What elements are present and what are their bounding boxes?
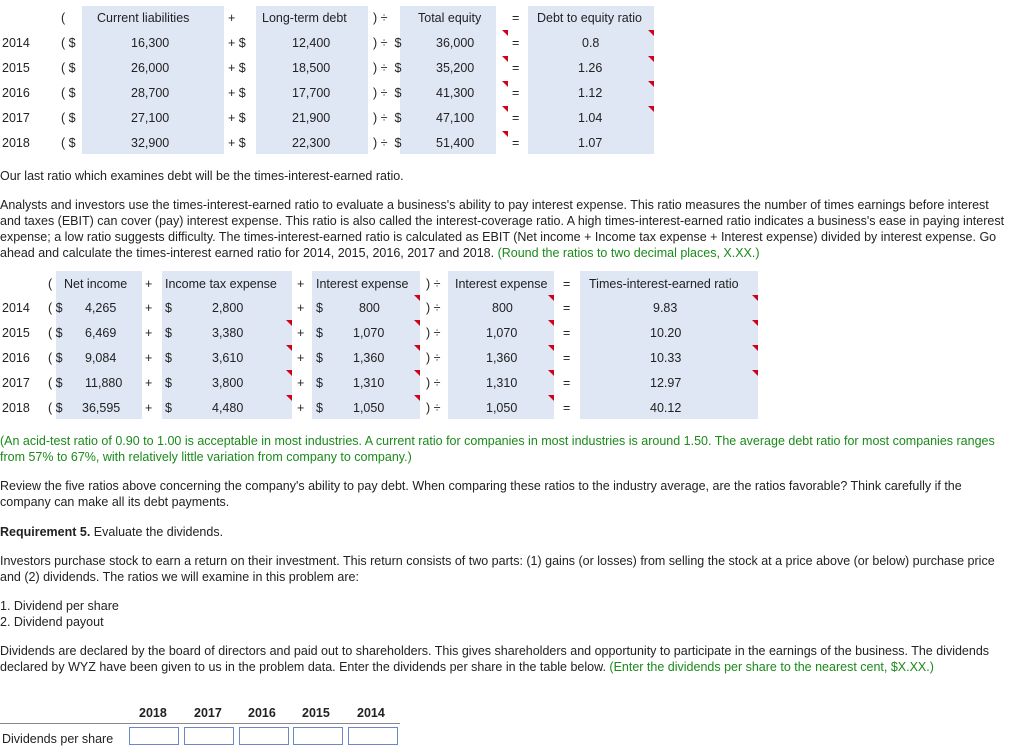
open-dollar: ( $ — [48, 351, 63, 365]
close-div-header: ) ÷ — [426, 277, 441, 291]
year-label: 2018 — [2, 136, 30, 150]
plus-dollar: + $ — [228, 136, 246, 150]
debt-to-equity-value[interactable]: 1.12 — [578, 86, 603, 100]
tie-explanation-text: Analysts and investors use the times-interest-earned ratio to evaluate a business's ability to pay interest expense. This ratio measures the number of times earnings before interest and taxes (EBIT) can cover (pay) interest expense. This ratio is also called the interest-coverage ratio. A high times-interest-earned ratio indicates a business's ease in paying interest expense; a low ratio suggests difficulty. The times-interest-earned ratio is calculated as EBIT (Net income + Income tax expense + Interest expense) divided by interest expense. Go ahead and calculate the times-interest earned ratio for 2014, 2015, 2016, 2017 and 2018. — [0, 198, 1005, 260]
dollar-sign: $ — [165, 301, 172, 315]
equals-sign: = — [563, 401, 571, 415]
income-tax-value[interactable]: 3,380 — [212, 326, 244, 340]
long-term-debt-header: Long-term debt — [262, 11, 347, 25]
close-div-dollar: ) ÷ $ — [373, 36, 402, 50]
income-tax-header: Income tax expense — [165, 277, 277, 291]
plus-sign: + — [145, 376, 153, 390]
plus-sign: + — [145, 301, 153, 315]
year-label: 2016 — [2, 351, 30, 365]
net-income-value[interactable]: 6,469 — [85, 326, 117, 340]
close-div-header: ) ÷ — [373, 11, 388, 25]
plus-sign: + — [145, 351, 153, 365]
te-column-bg — [400, 6, 496, 154]
industry-benchmark-note: (An acid-test ratio of 0.90 to 1.00 is acceptable in most industries. A current ratio for companies in most industries is around 1.50. The average debt ratio for most companies ranges from 57% to 67%, with relatively little variation from company to company.) — [0, 434, 995, 464]
plus-sign: + — [297, 376, 305, 390]
ltd-column-bg — [256, 6, 368, 154]
tie-rounding-note: (Round the ratios to two decimal places, X.XX.) — [497, 246, 760, 260]
paragraph-dividends — [0, 643, 1010, 675]
open-dollar: ( $ — [61, 136, 76, 150]
close-div: ) ÷ — [426, 376, 441, 390]
income-tax-value[interactable]: 4,480 — [212, 401, 244, 415]
cl-column-bg — [82, 6, 224, 154]
net-income-value[interactable]: 9,084 — [85, 351, 117, 365]
dollar-sign: $ — [165, 326, 172, 340]
plus-dollar: + $ — [228, 36, 246, 50]
header-divider — [0, 723, 400, 724]
year-header-2016: 2016 — [248, 706, 276, 720]
dividends-rounding-note: (Enter the dividends per share to the nearest cent, $X.XX.) — [609, 660, 934, 674]
interest-expense-divisor-value[interactable]: 1,310 — [486, 376, 518, 390]
plus-header: + — [145, 277, 153, 291]
plus-header: + — [228, 11, 236, 25]
total-equity-header: Total equity — [418, 11, 482, 25]
close-div: ) ÷ — [426, 351, 441, 365]
net-income-value[interactable]: 36,595 — [82, 401, 121, 415]
long-term-debt-value[interactable]: 18,500 — [292, 61, 331, 75]
year-label: 2016 — [2, 86, 30, 100]
income-tax-value[interactable]: 3,800 — [212, 376, 244, 390]
dollar-sign: $ — [165, 401, 172, 415]
total-equity-value[interactable]: 36,000 — [436, 36, 475, 50]
tie-column-bg — [580, 271, 758, 419]
entry-marker-icon — [286, 370, 292, 376]
equals-sign: = — [512, 111, 520, 125]
entry-marker-icon — [502, 30, 508, 36]
dividends-per-share-label: Dividends per share — [2, 732, 114, 746]
plus-sign: + — [297, 301, 305, 315]
net-income-value[interactable]: 4,265 — [85, 301, 117, 315]
entry-marker-icon — [548, 395, 554, 401]
entry-marker-icon — [752, 345, 758, 351]
income-tax-value[interactable]: 3,610 — [212, 351, 244, 365]
open-paren-header: ( — [48, 277, 53, 291]
entry-marker-icon — [648, 106, 654, 112]
entry-marker-icon — [752, 370, 758, 376]
tie-ratio-value[interactable]: 9.83 — [653, 301, 678, 315]
equals-header: = — [563, 277, 571, 291]
dividends-text: Dividends are declared by the board of directors and paid out to shareholders. This gives shareholders and opportunity to participate in the earnings of the business. The dividends declared by WYZ have been given to us in the problem data. Enter the dividends per share in the table below. — [0, 644, 990, 674]
dollar-sign: $ — [165, 376, 172, 390]
year-label: 2017 — [2, 376, 30, 390]
entry-marker-icon — [502, 56, 508, 62]
ratio-column-bg — [528, 6, 654, 154]
current-liabilities-header: Current liabilities — [97, 11, 190, 25]
debt-to-equity-header: Debt to equity ratio — [537, 11, 642, 25]
int-column-bg — [312, 271, 420, 419]
open-dollar: ( $ — [48, 401, 63, 415]
long-term-debt-value[interactable]: 17,700 — [292, 86, 331, 100]
equals-sign: = — [563, 301, 571, 315]
tie-ratio-value[interactable]: 12.97 — [650, 376, 682, 390]
debt-to-equity-value[interactable]: 0.8 — [582, 36, 600, 50]
dollar-sign: $ — [316, 301, 323, 315]
tax-column-bg — [162, 271, 292, 419]
tie-ratio-value[interactable]: 10.20 — [650, 326, 682, 340]
close-div-dollar: ) ÷ $ — [373, 111, 402, 125]
total-equity-value[interactable]: 35,200 — [436, 61, 475, 75]
close-div: ) ÷ — [426, 401, 441, 415]
current-liabilities-value[interactable]: 27,100 — [131, 111, 170, 125]
entry-marker-icon — [752, 320, 758, 326]
paragraph-review: Review the five ratios above concerning the company's ability to pay debt. When comparing these ratios to the industry average, are the ratios favorable? Think carefully if the company can make all its debt payments. — [0, 479, 962, 509]
open-dollar: ( $ — [61, 111, 76, 125]
requirement-label: Requirement 5. — [0, 525, 91, 539]
ni-column-bg — [56, 271, 142, 419]
open-paren-header: ( — [61, 11, 66, 25]
year-label: 2018 — [2, 401, 30, 415]
close-div-dollar: ) ÷ $ — [373, 61, 402, 75]
dollar-sign: $ — [316, 351, 323, 365]
entry-marker-icon — [414, 320, 420, 326]
dividends-per-share-input-2018[interactable] — [129, 727, 179, 745]
entry-marker-icon — [548, 345, 554, 351]
open-dollar: ( $ — [61, 36, 76, 50]
open-dollar: ( $ — [61, 61, 76, 75]
dividends-per-share-input-2014[interactable] — [348, 727, 398, 745]
entry-marker-icon — [548, 320, 554, 326]
equals-sign: = — [512, 36, 520, 50]
entry-marker-icon — [502, 81, 508, 87]
year-header-2014: 2014 — [357, 706, 385, 720]
requirement-text: Evaluate the dividends. — [90, 525, 224, 539]
plus-dollar: + $ — [228, 86, 246, 100]
dividends-per-share-input-2015[interactable] — [293, 727, 343, 745]
close-div-dollar: ) ÷ $ — [373, 86, 402, 100]
entry-marker-icon — [502, 106, 508, 112]
int2-column-bg — [448, 271, 554, 419]
total-equity-value[interactable]: 47,100 — [436, 111, 475, 125]
open-dollar: ( $ — [48, 301, 63, 315]
year-header-2018: 2018 — [139, 706, 167, 720]
interest-expense-divisor-value[interactable]: 1,360 — [486, 351, 518, 365]
interest-expense-value[interactable]: 1,070 — [353, 326, 385, 340]
long-term-debt-value[interactable]: 21,900 — [292, 111, 331, 125]
interest-expense-value[interactable]: 1,310 — [353, 376, 385, 390]
year-label: 2014 — [2, 36, 30, 50]
entry-marker-icon — [414, 395, 420, 401]
equals-sign: = — [512, 136, 520, 150]
year-label: 2015 — [2, 61, 30, 75]
tie-ratio-header: Times-interest-earned ratio — [589, 277, 739, 291]
entry-marker-icon — [414, 295, 420, 301]
equals-sign: = — [563, 376, 571, 390]
open-dollar: ( $ — [61, 86, 76, 100]
interest-expense-divisor-value[interactable]: 800 — [492, 301, 513, 315]
plus-dollar: + $ — [228, 61, 246, 75]
total-equity-value[interactable]: 41,300 — [436, 86, 475, 100]
close-div: ) ÷ — [426, 326, 441, 340]
plus-sign: + — [297, 401, 305, 415]
net-income-value[interactable]: 11,880 — [85, 376, 123, 390]
entry-marker-icon — [648, 30, 654, 36]
year-label: 2015 — [2, 326, 30, 340]
entry-marker-icon — [286, 395, 292, 401]
debt-to-equity-value[interactable]: 1.07 — [578, 136, 603, 150]
year-label: 2014 — [2, 301, 30, 315]
equals-sign: = — [512, 61, 520, 75]
year-header-2017: 2017 — [194, 706, 222, 720]
entry-marker-icon — [752, 295, 758, 301]
interest-expense-value[interactable]: 1,360 — [353, 351, 385, 365]
open-dollar: ( $ — [48, 376, 63, 390]
entry-marker-icon — [548, 295, 554, 301]
plus-dollar: + $ — [228, 111, 246, 125]
interest-expense-header: Interest expense — [316, 277, 409, 291]
current-liabilities-value[interactable]: 26,000 — [131, 61, 170, 75]
current-liabilities-value[interactable]: 32,900 — [131, 136, 170, 150]
close-div-dollar: ) ÷ $ — [373, 136, 402, 150]
dollar-sign: $ — [316, 401, 323, 415]
income-tax-value[interactable]: 2,800 — [212, 301, 244, 315]
paragraph-return: Investors purchase stock to earn a return on their investment. This return consists of two parts: (1) gains (or losses) from selling the stock at a price above (or below) purchase price and (2) dividends. The ratios we will examine in this problem are: — [0, 554, 995, 584]
dollar-sign: $ — [165, 351, 172, 365]
current-liabilities-value[interactable]: 28,700 — [131, 86, 170, 100]
equals-sign: = — [512, 86, 520, 100]
list-item: 1. Dividend per share — [0, 599, 119, 613]
plus-sign: + — [297, 351, 305, 365]
close-div: ) ÷ — [426, 301, 441, 315]
entry-marker-icon — [648, 56, 654, 62]
entry-marker-icon — [414, 345, 420, 351]
paragraph-intro: Our last ratio which examines debt will be the times-interest-earned ratio. — [0, 169, 404, 183]
tie-ratio-value[interactable]: 40.12 — [650, 401, 682, 415]
dividends-per-share-input-2016[interactable] — [239, 727, 289, 745]
interest-expense-value[interactable]: 1,050 — [353, 401, 385, 415]
paragraph-tie-explanation — [0, 197, 1010, 261]
interest-expense-value[interactable]: 800 — [359, 301, 380, 315]
entry-marker-icon — [286, 320, 292, 326]
interest-expense-divisor-value[interactable]: 1,070 — [486, 326, 518, 340]
current-liabilities-value[interactable]: 16,300 — [131, 36, 170, 50]
entry-marker-icon — [286, 345, 292, 351]
equals-sign: = — [563, 326, 571, 340]
plus-sign: + — [145, 401, 153, 415]
tie-ratio-value[interactable]: 10.33 — [650, 351, 682, 365]
entry-marker-icon — [548, 370, 554, 376]
long-term-debt-value[interactable]: 12,400 — [292, 36, 331, 50]
debt-to-equity-value[interactable]: 1.26 — [578, 61, 603, 75]
dollar-sign: $ — [316, 326, 323, 340]
list-item: 2. Dividend payout — [0, 615, 104, 629]
year-label: 2017 — [2, 111, 30, 125]
equals-header: = — [512, 11, 520, 25]
plus-header: + — [297, 277, 305, 291]
interest-expense-divisor-value[interactable]: 1,050 — [486, 401, 518, 415]
plus-sign: + — [297, 326, 305, 340]
year-header-2015: 2015 — [302, 706, 330, 720]
net-income-header: Net income — [64, 277, 128, 291]
dollar-sign: $ — [316, 376, 323, 390]
entry-marker-icon — [648, 81, 654, 87]
debt-to-equity-value[interactable]: 1.04 — [578, 111, 603, 125]
interest-expense-divisor-header: Interest expense — [455, 277, 548, 291]
equals-sign: = — [563, 351, 571, 365]
entry-marker-icon — [414, 370, 420, 376]
dividends-per-share-input-2017[interactable] — [184, 727, 234, 745]
requirement-heading — [0, 524, 1010, 540]
total-equity-value[interactable]: 51,400 — [436, 136, 475, 150]
entry-marker-icon — [502, 131, 508, 137]
long-term-debt-value[interactable]: 22,300 — [292, 136, 331, 150]
open-dollar: ( $ — [48, 326, 63, 340]
plus-sign: + — [145, 326, 153, 340]
